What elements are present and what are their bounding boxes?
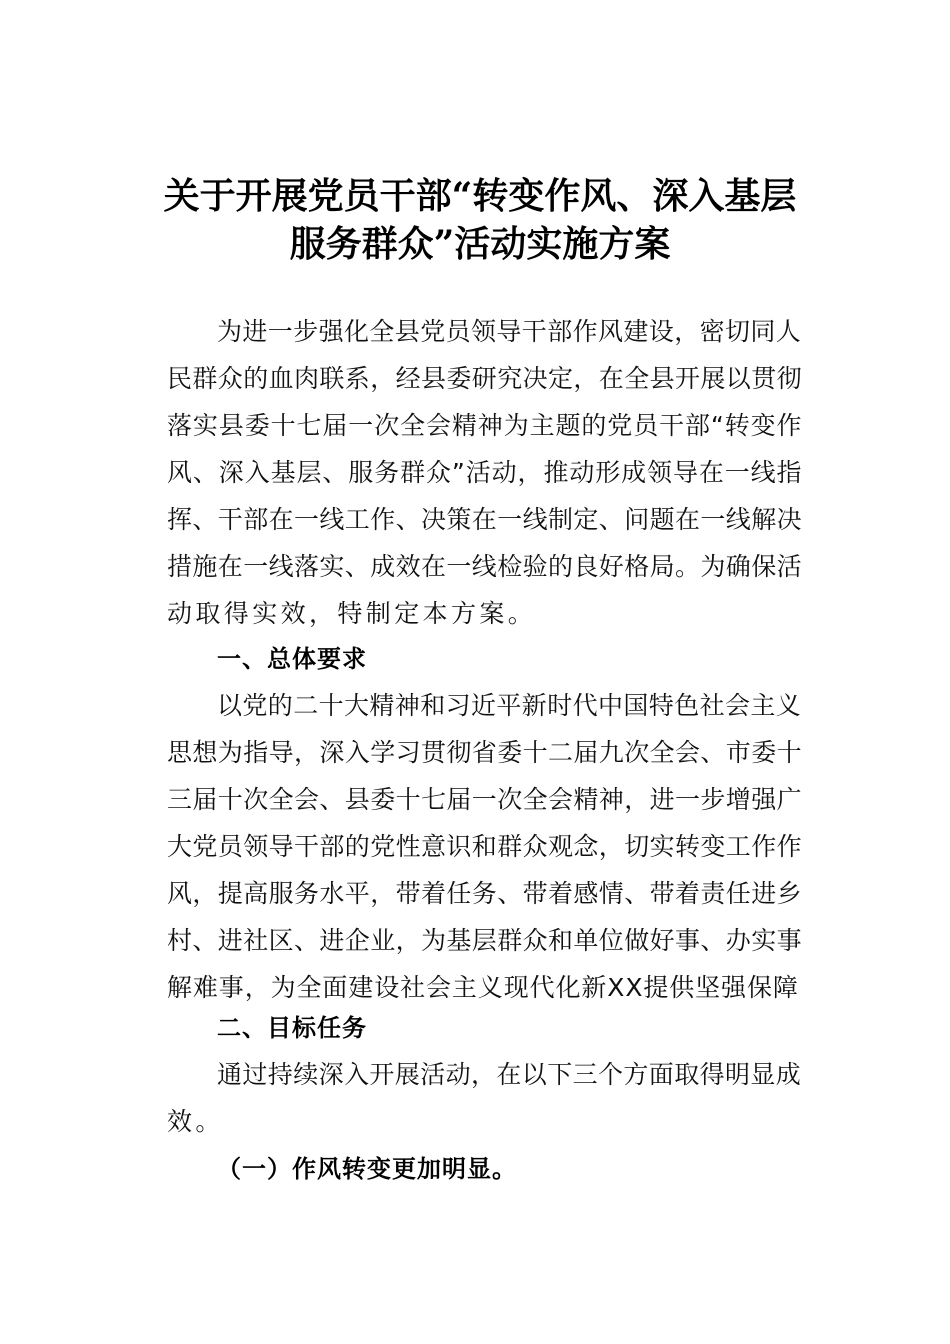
section-2-heading: 二、目标任务: [217, 1014, 367, 1042]
intro-line-5: 挥、干部在一线工作、决策在一线制定、问题在一线解决: [167, 505, 803, 534]
section-2-line-1: 通过持续深入开展活动，在以下三个方面取得明显成: [217, 1060, 802, 1089]
section-1-line-4: 大党员领导干部的党性意识和群众观念，切实转变工作作: [167, 832, 803, 861]
intro-line-1: 为进一步强化全县党员领导干部作风建设，密切同人: [217, 317, 802, 346]
intro-line-4: 风、深入基层、服务群众”活动，推动形成领导在一线指: [167, 458, 803, 487]
section-1-line-6: 村、进社区、进企业，为基层群众和单位做好事、办实事: [167, 926, 803, 955]
subsection-1-heading: （一）作风转变更加明显。: [217, 1154, 517, 1183]
intro-line-3: 落实县委十七届一次全会精神为主题的党员干部“转变作: [167, 411, 803, 440]
section-1-line-2: 思想为指导，深入学习贯彻省委十二届九次全会、市委十: [167, 738, 803, 767]
document-title-line-2: 服务群众”活动实施方案: [289, 223, 671, 265]
section-1-line-7: 解难事，为全面建设社会主义现代化新XX提供坚强保障: [167, 973, 799, 1002]
intro-line-7: 动取得实效，特制定本方案。: [167, 599, 537, 628]
document-title-line-1: 关于开展党员干部“转变作风、深入基层: [163, 175, 797, 217]
section-2-line-2: 效。: [167, 1107, 224, 1136]
section-1-heading: 一、总体要求: [217, 645, 367, 673]
section-1-line-5: 风，提高服务水平，带着任务、带着感情、带着责任进乡: [167, 879, 803, 908]
section-1-line-3: 三届十次全会、县委十七届一次全会精神，进一步增强广: [167, 785, 803, 814]
intro-line-6: 措施在一线落实、成效在一线检验的良好格局。为确保活: [167, 552, 803, 581]
section-1-line-1: 以党的二十大精神和习近平新时代中国特色社会主义: [217, 691, 802, 720]
intro-line-2: 民群众的血肉联系，经县委研究决定，在全县开展以贯彻: [167, 364, 803, 393]
